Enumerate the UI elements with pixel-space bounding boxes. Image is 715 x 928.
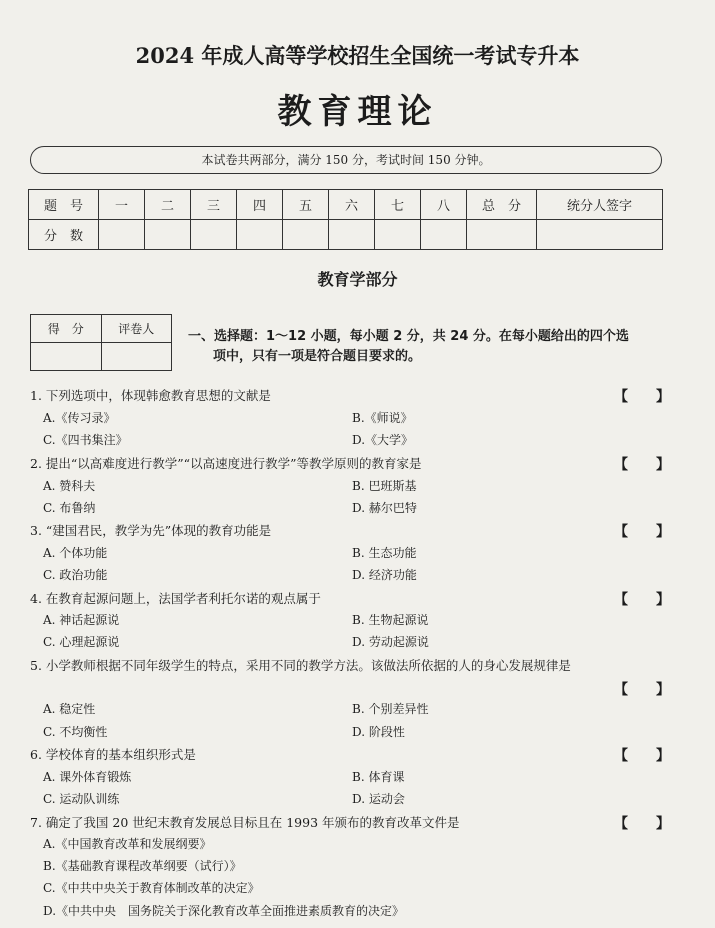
score-header-cell: 三 xyxy=(191,190,237,220)
question-1-option-d[interactable]: D.《大学》 xyxy=(352,433,414,447)
answer-bracket-7[interactable]: 【 】 xyxy=(614,816,670,832)
section-title: 教育学部分 xyxy=(317,270,398,289)
instructions-line-2: 项中，只有一项是符合题目要求的。 xyxy=(213,349,422,364)
question-3-option-c[interactable]: C. 政治功能 xyxy=(43,568,108,582)
grader-score-label: 得 分 xyxy=(31,315,102,343)
question-6-option-a[interactable]: A. 课外体育锻炼 xyxy=(43,770,132,784)
score-entry-cell[interactable] xyxy=(375,220,421,250)
question-5-option-b[interactable]: B. 个别差异性 xyxy=(352,702,429,716)
score-entry-cell[interactable] xyxy=(283,220,329,250)
score-row-label: 分 数 xyxy=(29,220,99,250)
score-header-cell: 统分人签字 xyxy=(537,190,663,220)
score-header-cell: 七 xyxy=(375,190,421,220)
question-1-option-a[interactable]: A.《传习录》 xyxy=(43,411,116,425)
question-3-option-b[interactable]: B. 生态功能 xyxy=(352,546,417,560)
question-4-stem: 4. 在教育起源问题上，法国学者利托尔诺的观点属于 xyxy=(30,591,321,606)
grader-name-label: 评卷人 xyxy=(101,315,172,343)
score-header-cell: 一 xyxy=(99,190,145,220)
question-6-option-d[interactable]: D. 运动会 xyxy=(352,792,405,806)
question-4-option-c[interactable]: C. 心理起源说 xyxy=(43,635,120,649)
score-table-score-row xyxy=(29,220,663,250)
question-4-option-b[interactable]: B. 生物起源说 xyxy=(352,613,429,627)
answer-bracket-6[interactable]: 【 】 xyxy=(614,748,670,764)
score-entry-cell[interactable] xyxy=(421,220,467,250)
question-5-option-c[interactable]: C. 不均衡性 xyxy=(43,725,108,739)
question-5-option-d[interactable]: D. 阶段性 xyxy=(352,725,405,739)
score-table-header-row xyxy=(29,190,663,220)
question-7-option-c[interactable]: C.《中共中央关于教育体制改革的决定》 xyxy=(43,881,260,895)
question-4-option-a[interactable]: A. 神话起源说 xyxy=(43,613,120,627)
signature-cell[interactable] xyxy=(537,220,663,250)
question-1-option-b[interactable]: B.《师说》 xyxy=(352,411,413,425)
question-3-option-a[interactable]: A. 个体功能 xyxy=(43,546,108,560)
question-2-option-a[interactable]: A. 赞科夫 xyxy=(43,479,96,493)
score-header-cell: 八 xyxy=(421,190,467,220)
score-entry-cell[interactable] xyxy=(467,220,537,250)
answer-bracket-2[interactable]: 【 】 xyxy=(614,457,670,473)
score-entry-cell[interactable] xyxy=(145,220,191,250)
score-entry-cell[interactable] xyxy=(99,220,145,250)
question-7-option-a[interactable]: A.《中国教育改革和发展纲要》 xyxy=(43,837,212,851)
question-7-option-b[interactable]: B.《基础教育课程改革纲要（试行）》 xyxy=(43,859,242,873)
question-6-option-c[interactable]: C. 运动队训练 xyxy=(43,792,120,806)
score-header-cell: 总 分 xyxy=(467,190,537,220)
answer-bracket-4[interactable]: 【 】 xyxy=(614,592,670,608)
question-2-option-c[interactable]: C. 布鲁纳 xyxy=(43,501,96,515)
score-entry-cell[interactable] xyxy=(329,220,375,250)
question-3-stem: 3. “建国君民，教学为先”体现的教育功能是 xyxy=(30,523,272,538)
subject-title: 教育理论 xyxy=(277,92,438,132)
answer-bracket-3[interactable]: 【 】 xyxy=(614,524,670,540)
question-3-option-d[interactable]: D. 经济功能 xyxy=(352,568,417,582)
grader-box xyxy=(30,314,172,371)
score-table xyxy=(28,189,663,250)
score-entry-cell[interactable] xyxy=(237,220,283,250)
score-header-cell: 四 xyxy=(237,190,283,220)
score-header-cell: 题 号 xyxy=(29,190,99,220)
question-1-option-c[interactable]: C.《四书集注》 xyxy=(43,433,128,447)
question-4-option-d[interactable]: D. 劳动起源说 xyxy=(352,635,429,649)
grader-score-cell[interactable] xyxy=(31,343,102,371)
question-2-stem: 2. 提出“以高难度进行教学”“以高速度进行教学”等教学原则的教育家是 xyxy=(30,456,422,471)
grader-name-cell[interactable] xyxy=(101,343,172,371)
section-instructions xyxy=(188,327,668,367)
question-5-option-a[interactable]: A. 稳定性 xyxy=(43,702,96,716)
question-5-stem: 5. 小学教师根据不同年级学生的特点，采用不同的教学方法。该做法所依据的人的身心发展规律是 xyxy=(30,658,571,673)
question-7-stem: 7. 确定了我国 20 世纪末教育发展总目标且在 1993 年颁布的教育改革文件是 xyxy=(30,815,460,830)
question-7-option-d[interactable]: D.《中共中央 国务院关于深化教育改革全面推进素质教育的决定》 xyxy=(43,904,405,918)
answer-bracket-5[interactable]: 【 】 xyxy=(614,682,670,698)
exam-title: 2024 年成人高等学校招生全国统一考试专升本 xyxy=(135,43,580,68)
question-2-option-d[interactable]: D. 赫尔巴特 xyxy=(352,501,417,515)
score-entry-cell[interactable] xyxy=(191,220,237,250)
answer-bracket-1[interactable]: 【 】 xyxy=(614,389,670,405)
instructions-line-1: 一、选择题：1～12 小题，每小题 2 分，共 24 分。在每小题给出的四个选 xyxy=(188,329,629,344)
exam-notice: 本试卷共两部分，满分 150 分，考试时间 150 分钟。 xyxy=(30,146,662,174)
score-header-cell: 五 xyxy=(283,190,329,220)
question-2-option-b[interactable]: B. 巴班斯基 xyxy=(352,479,417,493)
question-6-stem: 6. 学校体育的基本组织形式是 xyxy=(30,747,196,762)
score-header-cell: 二 xyxy=(145,190,191,220)
question-1-stem: 1. 下列选项中，体现韩愈教育思想的文献是 xyxy=(30,388,271,403)
question-6-option-b[interactable]: B. 体育课 xyxy=(352,770,405,784)
score-header-cell: 六 xyxy=(329,190,375,220)
